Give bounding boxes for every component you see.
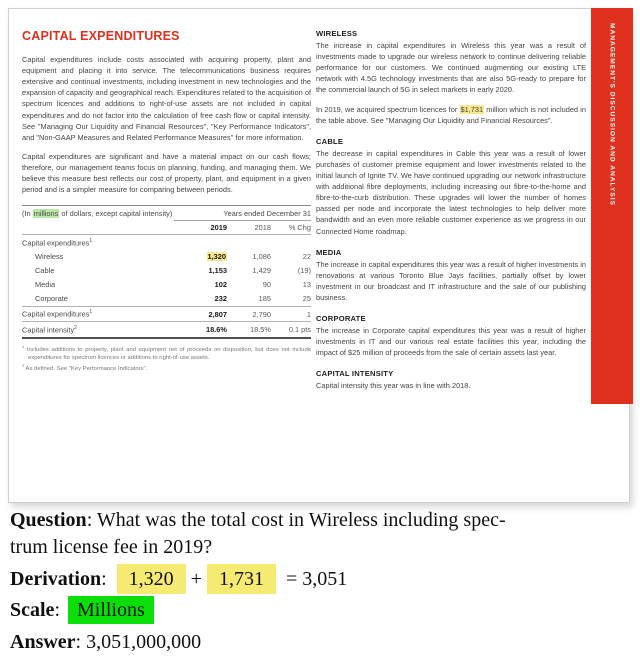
- sidebar-label: MANAGEMENT'S DISCUSSION AND ANALYSIS: [608, 23, 616, 207]
- derivation-operand1-highlight: 1,320: [117, 564, 186, 594]
- separator: :: [75, 631, 87, 654]
- section-cable: [316, 137, 586, 237]
- wireless-paragraph-1: The increase in capital expenditures in Wireless this year was a result of investments made to upgrade our wireless network to continue delivering reliable performance for our customers. We continued augmenting our existing LTE network with 4.5G technology investments that are also 5G-ready to prepare for the commercial launch of 5G in select markets in early 2020.: [316, 41, 586, 95]
- question-text-line2: trum license fee in 2019?: [10, 535, 213, 558]
- question-line: [10, 507, 636, 561]
- wireless-chg-cell: 22: [302, 252, 311, 262]
- answer-value: 3,051,000,000: [86, 631, 202, 654]
- intensity-label: [22, 325, 179, 334]
- right-column: [316, 29, 586, 403]
- table-footnotes: [22, 344, 311, 374]
- col-header-2019: 2019: [210, 223, 227, 233]
- derivation-result: = 3,051: [285, 567, 348, 590]
- intensity-2018-cell: 18.5%: [250, 325, 271, 335]
- intro-paragraph-2: Capital expenditures are significant and have a material impact on our cash flows; therefore, our management teams focus on planning, funding, and managing them. We believe this measure best reflects our cost of property, plant, and equipment in a given period and is a simpler measure for comparing between periods.: [22, 151, 311, 195]
- section-wireless: [316, 29, 586, 126]
- answer-line: [10, 629, 636, 656]
- intro-paragraph-1: Capital expenditures include costs associated with acquiring property, plant and equipment and placing it into service. The telecommunications business requires extensive and continual investments, including investment in new technologies and the expansion of capacity and geographical reach. Expenditures related to the acquisition of spectrum licences and additions to right-of-use assets are not included in capital expenditures and do not factor into the calculation of free cash flow or capital intensity. See "Managing Our Liquidity and Financial Resources", "Key Performance Indicators", and "Non-GAAP Measures and Related Performance Measures" for more information.: [22, 55, 311, 142]
- media-chg-cell: 13: [302, 280, 311, 290]
- wireless-2018-cell: 1,086: [252, 252, 271, 262]
- wireless-p2-suffix: million which is not included in the table above. See "Managing Our Liquidity and Financial Resources".: [316, 104, 586, 125]
- derivation-line: [10, 566, 636, 593]
- col-header-chg: % Chg: [288, 223, 311, 233]
- cable-2018-cell: 1,429: [252, 266, 271, 276]
- corporate-2018-cell: 185: [258, 294, 271, 304]
- capital-intensity-paragraph: Capital intensity this year was in line with 2018.: [316, 381, 471, 391]
- intensity-footnote-marker: 2: [74, 324, 77, 331]
- left-column: [22, 29, 311, 374]
- mda-sidebar: [591, 8, 633, 404]
- question-label: Question: [10, 509, 87, 531]
- table-caption: [22, 209, 174, 232]
- total-2019-cell: 2,807: [208, 309, 227, 319]
- group-footnote-marker: 1: [89, 237, 93, 244]
- row-label: Wireless: [35, 252, 64, 262]
- document-page: [8, 8, 630, 503]
- total-2018-cell: 2,790: [252, 309, 271, 319]
- capital-intensity-heading: CAPITAL INTENSITY: [316, 369, 394, 379]
- cable-heading: CABLE: [316, 136, 344, 146]
- table-group-row: [22, 235, 311, 249]
- corporate-heading: CORPORATE: [316, 314, 366, 324]
- section-media: [316, 248, 586, 303]
- table-row-total: [22, 306, 311, 321]
- period-header: Years ended December 31: [174, 209, 311, 221]
- qa-annotation: [10, 507, 636, 661]
- section-corporate: [316, 314, 586, 358]
- cable-paragraph: The decrease in capital expenditures in Cable this year was a result of lower purchases of customer premise equipment and lower investments related to the initial launch of Ignite TV. We have continued upgrading our network infrastructure with additional fibre deployments, including increasing our fibre-to-the-home and fibre-to-the-curb distribution. These upgrades will lower the number of homes passed per node and incorporate the latest technologies to help deliver more bandwidth and an even more reliable customer experience as we progress in our Connected Home roadmap.: [316, 148, 586, 236]
- footnote-1: [22, 344, 311, 363]
- scale-label: Scale: [10, 599, 55, 622]
- total-footnote-marker: 1: [89, 309, 93, 316]
- table-row-media: [22, 278, 311, 292]
- cable-2019-cell: 1,153: [208, 266, 227, 276]
- intensity-2019-cell: 18.6%: [206, 325, 227, 335]
- corporate-2019-cell: 232: [214, 294, 227, 304]
- row-label: Cable: [35, 266, 55, 276]
- question-text-line1: What was the total cost in Wireless including spec-: [96, 509, 506, 531]
- table-header-right: [174, 209, 311, 232]
- table-row-intensity: [22, 321, 311, 336]
- wireless-p2-prefix: In 2019, we acquired spectrum licences for: [316, 104, 460, 114]
- footnote-1-marker: 1: [22, 343, 25, 349]
- footnote-1-text: Includes additions to property, plant and equipment net of proceeds on disposition, but does not include expenditures for spectrum licences or additions to right-of-use assets.: [26, 346, 311, 361]
- media-paragraph: The increase in capital expenditures this year was a result of higher investments in renovations at various Toronto Blue Jays facilities, partially offset by lower investment in our broadcast and IT infrastructure and the sale of our publishing business.: [316, 259, 586, 302]
- caption-suffix: of dollars, except capital intensity): [59, 209, 173, 219]
- capex-table: [22, 205, 311, 338]
- row-label: Corporate: [35, 294, 68, 304]
- media-2019-cell: 102: [214, 280, 227, 290]
- scale-value-highlight: Millions: [68, 596, 154, 624]
- caption-prefix: (In: [22, 209, 33, 219]
- separator: :: [101, 567, 112, 590]
- spectrum-amount-highlight: $1,731: [460, 104, 484, 114]
- corporate-chg-cell: 25: [302, 294, 311, 304]
- cable-chg-cell: (19): [297, 266, 311, 276]
- table-header: [22, 206, 311, 235]
- table-row-corporate: [22, 292, 311, 306]
- intensity-chg-cell: 0.1 pts: [288, 325, 311, 335]
- total-label: [22, 309, 179, 318]
- col-header-2018: 2018: [254, 223, 271, 233]
- footnote-2: [22, 363, 311, 373]
- group-label: [22, 238, 311, 247]
- wireless-2019-highlight: 1,320: [207, 252, 226, 262]
- footnote-2-text: As defined. See "Key Performance Indicators".: [25, 366, 148, 373]
- row-label: Media: [35, 280, 56, 290]
- wireless-heading: WIRELESS: [316, 29, 358, 38]
- column-headers: [174, 223, 311, 232]
- derivation-operand2-highlight: 1,731: [207, 564, 276, 594]
- derivation-label: Derivation: [10, 567, 102, 590]
- separator: :: [54, 599, 65, 622]
- total-label-text: Capital expenditures: [22, 309, 90, 319]
- derivation-operator: +: [190, 567, 202, 590]
- group-label-text: Capital expenditures: [22, 238, 90, 248]
- separator: :: [86, 509, 97, 531]
- table-row-wireless: [22, 250, 311, 264]
- footnote-2-marker: 2: [22, 363, 25, 369]
- media-heading: MEDIA: [316, 247, 342, 257]
- total-chg-cell: 1: [306, 309, 311, 319]
- corporate-paragraph: The increase in Corporate capital expenditures this year was a result of higher investments in IT and our various real estate facilities this year, including the impact of $25 million of proceeds from the sale of certain assets last year.: [316, 326, 586, 358]
- scale-line: [10, 597, 636, 624]
- capex-heading: CAPITAL EXPENDITURES: [22, 29, 180, 43]
- caption-millions-highlight: millions: [33, 209, 59, 219]
- intensity-label-text: Capital intensity: [22, 325, 75, 335]
- answer-label: Answer: [10, 631, 76, 654]
- wireless-paragraph-2: [316, 104, 586, 126]
- wireless-2019-cell: [179, 252, 227, 261]
- section-capital-intensity: [316, 369, 586, 391]
- media-2018-cell: 90: [262, 280, 271, 290]
- table-row-cable: [22, 264, 311, 278]
